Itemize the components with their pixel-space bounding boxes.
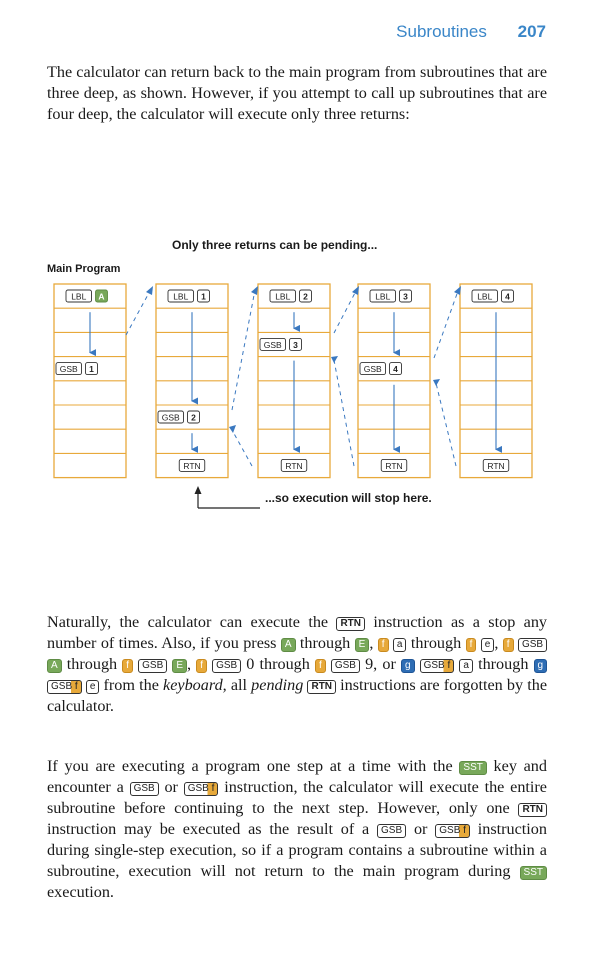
call-instruction [260,338,302,350]
a-key-icon: A [281,638,296,652]
text: If you are executing a program one step at a time with the [47,757,460,775]
svg-text:3: 3 [293,339,298,350]
program-column-1 [156,284,228,478]
label-instruction [168,290,210,302]
call-instruction [360,363,402,375]
text: , [369,634,378,652]
return-line-2 [232,430,252,466]
f-key-icon: f [503,638,514,652]
text: or [158,778,184,796]
svg-text:2: 2 [191,412,196,423]
gsb-f-key-icon: GSB f [47,680,82,694]
gsb-key-icon: GSB [138,659,167,673]
program-column-4 [460,284,532,478]
text: or [382,655,401,673]
intro-paragraph: The calculator can return back to the main program from subroutines that are three deep, as shown. However, if you attempt to call up subroutines that are four deep, the calculator will execute only three returns: [47,63,547,123]
gsb-key-icon: GSB [212,659,241,673]
stop-arrow-icon [198,490,260,508]
svg-text:1: 1 [89,364,94,375]
program-column-2 [258,284,330,478]
g-key-icon: g [401,659,415,673]
text: from the [99,676,164,694]
label-instruction [370,290,412,302]
e-key-icon: E [172,659,187,673]
label-instruction [270,290,312,302]
main-program-label: Main Program [47,263,121,275]
text: 9, [359,655,378,673]
svg-text:LBL: LBL [71,291,87,302]
gsb-key-icon: GSB [377,824,406,838]
text: , [187,655,197,673]
svg-text:4: 4 [393,364,398,375]
f-key-icon: f [315,659,326,673]
label-instruction [472,290,514,302]
text: instruction during single-step execution, so if a program contains a subroutine within a subroutine, execution will not return to the main program during [47,820,547,880]
sst-key-icon: SST [459,761,486,775]
arrowhead-icon [146,286,153,295]
arrowhead-icon [433,379,440,386]
call-line-2 [232,290,255,410]
rtn-key-icon: RTN [336,617,365,631]
keyboard-paragraph [47,612,547,717]
arrowhead-icon [352,286,359,295]
text: pending [251,676,304,694]
svg-text:LBL: LBL [477,291,493,302]
svg-text:GSB: GSB [59,364,78,375]
svg-text:LBL: LBL [375,291,391,302]
chapter-title: Subroutines [396,22,487,41]
svg-text:A: A [98,291,105,302]
rtn-key-icon: RTN [518,803,547,817]
svg-text:LBL: LBL [275,291,291,302]
svg-text:RTN: RTN [385,460,403,471]
svg-text:GSB: GSB [161,412,180,423]
text: keyboard, [163,676,227,694]
svg-text:1: 1 [201,291,206,302]
return-instruction [179,459,205,471]
text: 0 through [241,655,315,673]
text: through [406,634,466,652]
label-instruction [66,290,108,302]
arrowhead-icon [229,425,236,433]
f-key-icon: f [122,659,133,673]
gsb-key-icon: GSB [518,638,547,652]
text: key and encounter a [47,757,547,796]
a-key-icon: A [47,659,62,673]
a-lower-key-icon: a [393,638,407,652]
text: instructions are forgotten by the calculator. [47,676,548,715]
g-key-icon: g [534,659,548,673]
a-lower-key-icon: a [459,659,473,673]
text: through [295,634,355,652]
sst-key-icon: SST [520,866,547,880]
single-step-paragraph [47,756,547,903]
arrowhead-icon [454,286,461,295]
program-column-3 [358,284,430,478]
text: instruction may be executed as the result of a [47,820,378,838]
f-key-icon: f [466,638,477,652]
program-column-0 [54,284,126,478]
svg-text:RTN: RTN [183,460,201,471]
gsb-f-key-icon: GSB f [435,824,470,838]
text: Naturally, the calculator can execute the [47,613,337,631]
svg-text:GSB: GSB [263,339,282,350]
svg-text:RTN: RTN [285,460,303,471]
call-line-3 [334,291,356,333]
text: through [61,655,123,673]
svg-text:3: 3 [403,291,408,302]
return-instruction [483,459,509,471]
text: all [226,676,252,694]
diagram-title: Only three returns can be pending... [172,238,378,252]
stop-arrowhead-icon [195,486,202,494]
f-key-icon: f [196,659,207,673]
arrowhead-icon [251,286,258,295]
gsb-key-icon: GSB [130,782,159,796]
svg-text:4: 4 [505,291,510,302]
svg-text:GSB: GSB [363,364,382,375]
gsb-key-icon: GSB [331,659,360,673]
text: or [406,820,436,838]
f-key-icon: f [378,638,389,652]
gsb-f-key-icon: GSB f [420,659,455,673]
svg-text:RTN: RTN [487,460,505,471]
return-line-4 [436,383,456,466]
e-lower-key-icon: e [86,680,100,694]
arrowhead-icon [331,356,338,363]
diagram-caption: ...so execution will stop here. [265,491,432,505]
return-line-3 [334,360,354,466]
text: execution. [47,883,114,901]
return-instruction [381,459,407,471]
text: instruction as a stop any number of times. Also, if you press [47,613,548,652]
gsb-f-key-icon: GSB f [184,782,219,796]
svg-text:2: 2 [303,291,308,302]
rtn-key-icon: RTN [307,680,336,694]
call-line-4 [434,291,458,358]
call-line-1 [126,291,150,335]
e-lower-key-icon: e [481,638,495,652]
e-key-icon: E [355,638,370,652]
text: , [494,634,503,652]
text: through [472,655,534,673]
text: instruction, the calculator will execute the entire subroutine before continuing to the next step. However, only one [47,778,547,817]
return-instruction [281,459,307,471]
page-number: 207 [517,22,546,41]
call-instruction [158,411,200,423]
svg-text:LBL: LBL [173,291,189,302]
call-instruction [56,363,98,375]
